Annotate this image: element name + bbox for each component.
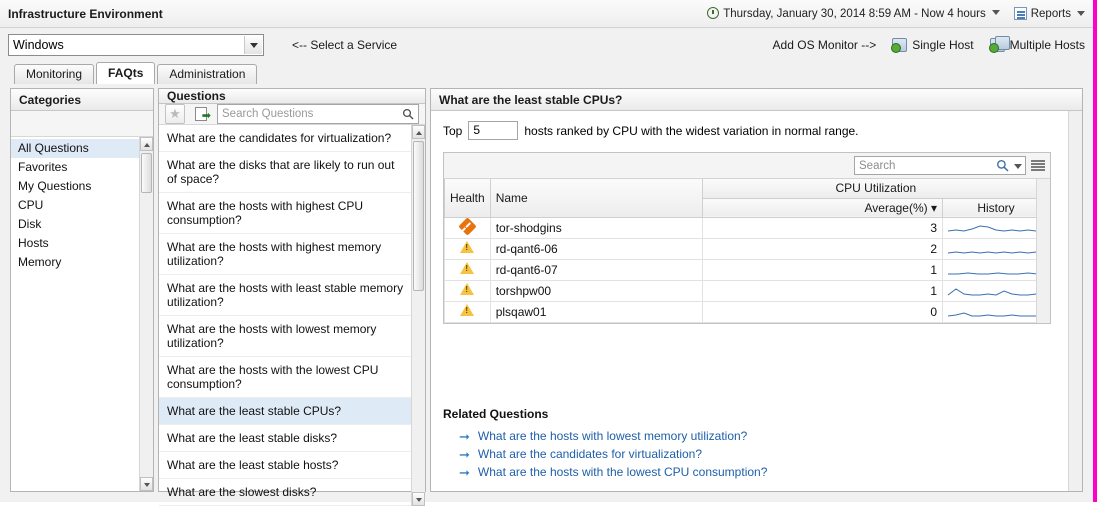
history-cell (943, 280, 1050, 301)
list-item[interactable]: What are the least stable hosts? (159, 452, 425, 479)
grid-search-placeholder: Search (859, 159, 896, 172)
service-dropdown[interactable] (8, 34, 264, 56)
sparkline-icon (948, 262, 1044, 277)
single-host-icon (892, 38, 907, 52)
questions-list (159, 125, 425, 506)
reports-label: Reports (1030, 7, 1071, 20)
col-name[interactable]: Name (490, 179, 702, 217)
list-item[interactable]: What are the hosts with the lowest CPU consumption? (159, 357, 425, 398)
critical-icon (458, 217, 476, 235)
history-cell (943, 238, 1050, 259)
chevron-down-icon[interactable] (244, 36, 262, 54)
top-n-row (431, 121, 1082, 140)
health-cell (445, 217, 491, 238)
main-tabs (0, 62, 1093, 84)
categories-subbar (11, 111, 153, 137)
search-questions-input[interactable] (217, 104, 419, 124)
history-cell (943, 217, 1050, 238)
title-bar-right-group (707, 7, 1085, 20)
tab-faqts[interactable]: FAQts (96, 62, 155, 84)
export-icon[interactable] (191, 104, 211, 124)
page-title: What are the least stable CPUs? (431, 89, 1082, 111)
table-group-header-row (445, 179, 1050, 198)
history-cell (943, 301, 1050, 322)
sidebar-item-hosts[interactable]: Hosts (18, 236, 49, 250)
grid-toolbar (444, 153, 1050, 179)
tab-monitoring[interactable]: Monitoring (14, 64, 94, 84)
toolbar-right-group (773, 38, 1085, 52)
categories-list (11, 137, 153, 491)
history-cell (943, 259, 1050, 280)
arrow-right-icon: ➞ (459, 428, 470, 444)
questions-scrollbar[interactable] (411, 125, 425, 506)
arrow-right-icon: ➞ (459, 464, 470, 480)
name-cell: rd-qant6-07 (490, 259, 702, 280)
related-question-link[interactable]: What are the hosts with the lowest CPU consumption? (477, 465, 768, 479)
related-questions (443, 407, 1063, 481)
name-cell: tor-shodgins (490, 217, 702, 238)
sidebar-item-my-questions[interactable]: My Questions (18, 179, 92, 193)
list-item[interactable]: What are the hosts with highest CPU consumption? (159, 193, 425, 234)
list-item-selected[interactable]: What are the least stable CPUs? (159, 398, 425, 425)
related-question-item[interactable] (443, 445, 1063, 463)
search-questions-placeholder: Search Questions (222, 108, 314, 120)
sparkline-icon (948, 304, 1044, 319)
sidebar-item-cpu[interactable]: CPU (18, 198, 44, 212)
sidebar-item-disk[interactable]: Disk (18, 217, 42, 231)
list-item[interactable]: What are the hosts with highest memory utilization? (159, 234, 425, 275)
grid-scrollbar[interactable] (1036, 179, 1050, 323)
title-bar (0, 0, 1093, 28)
average-cell: 2 (702, 238, 942, 259)
scroll-down-icon[interactable] (140, 477, 153, 491)
col-average-label: Average(%) (864, 200, 928, 215)
top-suffix-label: hosts ranked by CPU with the widest variation in normal range. (524, 123, 859, 138)
categories-title: Categories (11, 89, 153, 111)
multiple-hosts-label: Multiple Hosts (1009, 38, 1085, 52)
col-health[interactable]: Health (445, 179, 491, 217)
scrollbar-thumb[interactable] (413, 141, 424, 291)
health-cell (445, 238, 491, 259)
panels-container (10, 88, 1083, 499)
related-question-item[interactable] (443, 427, 1063, 445)
chevron-down-icon (1077, 11, 1085, 16)
reports-menu[interactable] (1014, 7, 1085, 20)
search-icon (996, 159, 1009, 172)
grid-search-input[interactable] (854, 156, 1026, 175)
detail-panel (430, 88, 1083, 492)
list-item[interactable]: What are the candidates for virtualization? (159, 125, 425, 152)
arrow-right-icon: ➞ (459, 446, 470, 462)
sidebar-item-favorites[interactable]: Favorites (18, 160, 68, 174)
cpu-table (444, 179, 1050, 323)
health-cell (445, 280, 491, 301)
list-item[interactable]: What are the slowest disks? (159, 479, 425, 506)
table-row[interactable] (445, 259, 1050, 280)
column-chooser-icon[interactable] (1030, 158, 1046, 174)
add-os-monitor-label: Add OS Monitor --> (772, 38, 877, 52)
multiple-hosts-button[interactable] (990, 38, 1085, 52)
warning-icon (460, 241, 474, 253)
col-average[interactable]: Average(%) ▾ (702, 198, 942, 217)
sidebar-item-memory[interactable]: Memory (18, 255, 62, 269)
list-item[interactable]: What are the hosts with least stable memory utilization? (159, 275, 425, 316)
table-row[interactable] (445, 280, 1050, 301)
questions-toolbar (159, 104, 425, 125)
average-cell: 1 (702, 259, 942, 280)
scroll-down-icon[interactable] (412, 492, 425, 506)
scroll-up-icon[interactable] (412, 125, 425, 139)
name-cell: plsqaw01 (490, 301, 702, 322)
clock-icon (707, 7, 719, 19)
service-toolbar (0, 28, 1093, 62)
average-cell: 1 (702, 280, 942, 301)
health-cell (445, 259, 491, 280)
detail-scrollbar[interactable] (1068, 111, 1082, 491)
list-item[interactable]: What are the hosts with lowest memory utilization? (159, 316, 425, 357)
average-cell: 0 (702, 301, 942, 322)
time-range-selector[interactable] (707, 7, 1000, 20)
table-row[interactable] (445, 217, 1050, 238)
name-cell: torshpw00 (490, 280, 702, 301)
sparkline-icon (948, 283, 1044, 298)
scrollbar-thumb[interactable] (141, 153, 152, 193)
service-dropdown-value: Windows (13, 38, 64, 52)
report-icon (1014, 7, 1027, 20)
search-icon (402, 108, 414, 120)
scroll-up-icon[interactable] (140, 137, 153, 151)
time-range-label: Thursday, January 30, 2014 8:59 AM - Now 4 hours (723, 8, 986, 20)
warning-icon (460, 262, 474, 274)
favorite-star-icon[interactable]: ★ (165, 104, 185, 124)
environment-title: Infrastructure Environment (8, 6, 163, 21)
warning-icon (460, 283, 474, 295)
average-cell: 3 (702, 217, 942, 238)
detail-body (431, 111, 1082, 491)
related-question-item[interactable] (443, 463, 1063, 481)
single-host-button[interactable] (892, 38, 973, 52)
related-question-link[interactable]: What are the candidates for virtualization? (477, 447, 703, 461)
health-cell (445, 301, 491, 322)
sidebar-item-all-questions[interactable]: All Questions (11, 139, 153, 158)
multiple-hosts-icon (990, 38, 1005, 52)
scrollbar-thumb[interactable] (1069, 111, 1082, 341)
categories-scrollbar[interactable] (139, 137, 153, 491)
questions-panel (158, 88, 426, 499)
top-count-input[interactable]: 5 (468, 121, 518, 140)
questions-title: Questions (159, 89, 425, 104)
tab-administration[interactable]: Administration (157, 64, 257, 84)
list-item[interactable]: What are the disks that are likely to run out of space? (159, 152, 425, 193)
arrow-icon: ➡ (201, 110, 211, 122)
top-label: Top (443, 123, 463, 138)
related-questions-title: Related Questions (443, 407, 549, 421)
col-group-cpu-utilization: CPU Utilization (702, 179, 1049, 198)
chevron-down-icon[interactable] (1014, 164, 1022, 169)
table-row[interactable] (445, 238, 1050, 259)
col-history[interactable]: History (943, 198, 1050, 217)
sparkline-icon (948, 241, 1044, 256)
related-question-link[interactable]: What are the hosts with lowest memory utilization? (477, 429, 748, 443)
name-cell: rd-qant6-06 (490, 238, 702, 259)
categories-panel (10, 88, 154, 492)
warning-icon (460, 304, 474, 316)
sparkline-icon (948, 220, 1044, 235)
chevron-down-icon (992, 10, 1000, 15)
single-host-label: Single Host (912, 38, 974, 52)
select-service-hint: <-- Select a Service (292, 38, 398, 52)
table-row[interactable] (445, 301, 1050, 322)
scrollbar-thumb[interactable] (1037, 179, 1050, 207)
list-item[interactable]: What are the least stable disks? (159, 425, 425, 452)
results-grid (443, 152, 1051, 324)
